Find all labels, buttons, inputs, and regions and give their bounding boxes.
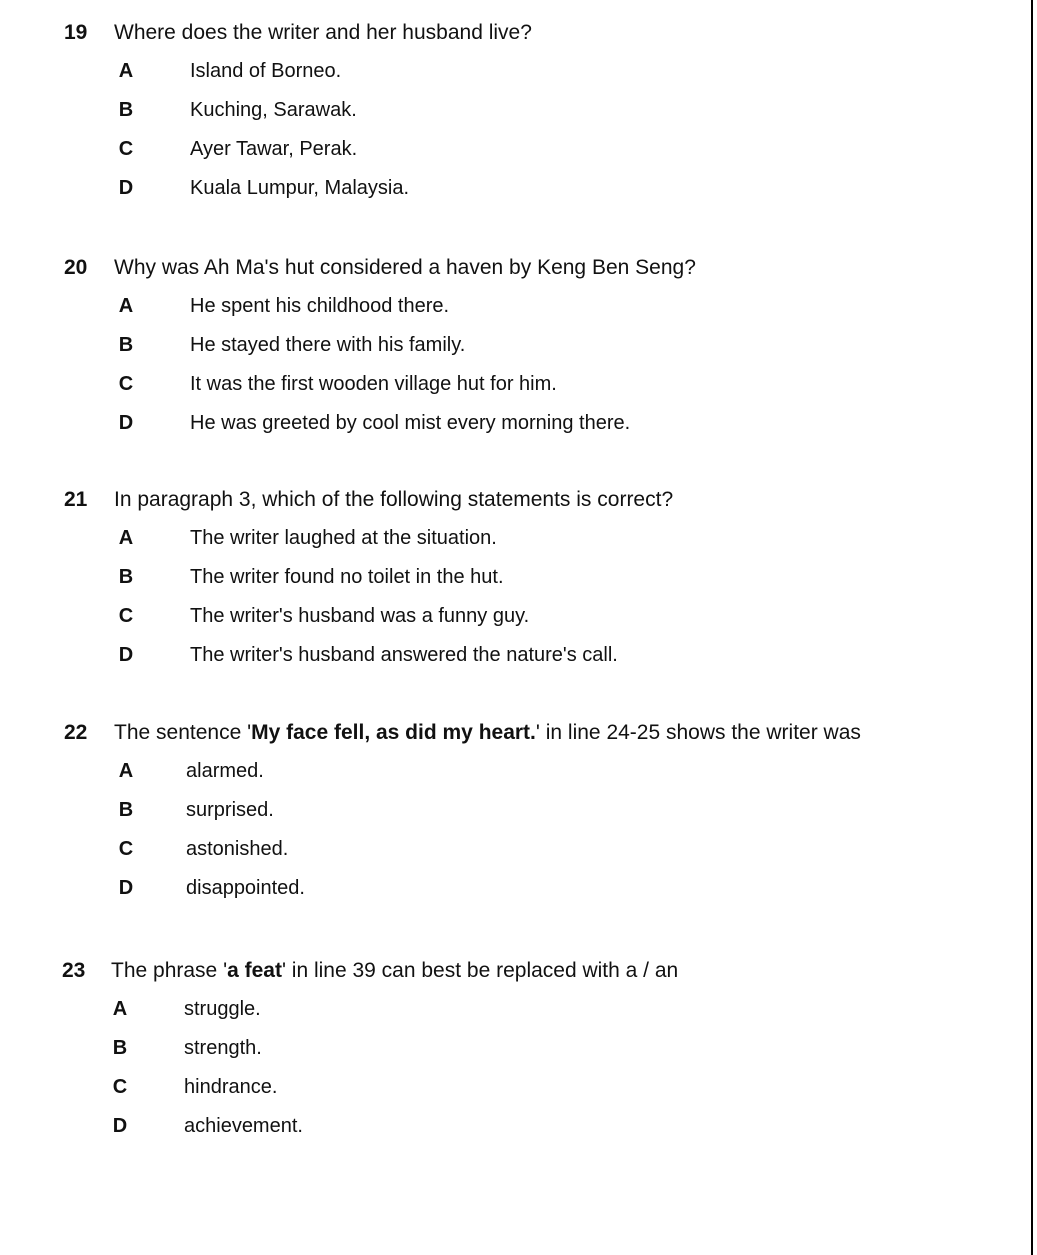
question-stem <box>0 480 1020 519</box>
option-a[interactable] <box>0 519 1020 558</box>
question-number: 19 <box>64 21 88 44</box>
option-text: disappointed. <box>186 877 305 899</box>
question-22 <box>0 713 1020 908</box>
option-letter: C <box>118 605 134 627</box>
option-text: Island of Borneo. <box>190 60 342 82</box>
option-text: Kuala Lumpur, Malaysia. <box>190 177 410 199</box>
question-number: 23 <box>62 959 86 982</box>
question-stem <box>0 951 1020 990</box>
option-text: The writer laughed at the situation. <box>190 527 497 549</box>
option-text: astonished. <box>186 838 289 860</box>
option-text: Ayer Tawar, Perak. <box>190 138 358 160</box>
option-letter: D <box>118 177 134 199</box>
option-letter: C <box>118 138 134 160</box>
option-d[interactable] <box>0 169 1020 208</box>
option-a[interactable] <box>0 287 1020 326</box>
option-letter: B <box>118 99 134 121</box>
option-c[interactable] <box>0 365 1020 404</box>
option-letter: C <box>118 373 134 395</box>
option-letter: B <box>118 334 134 356</box>
option-letter: A <box>118 527 134 549</box>
option-letter: C <box>112 1076 128 1098</box>
option-b[interactable] <box>0 1029 1020 1068</box>
question-text-end: ' in line 39 can best be replaced with a / an <box>281 959 679 982</box>
option-c[interactable] <box>0 597 1020 636</box>
question-text: In paragraph 3, which of the following statements is correct? <box>114 488 674 511</box>
option-text: achievement. <box>184 1115 303 1137</box>
option-b[interactable] <box>0 558 1020 597</box>
question-stem <box>0 713 1020 752</box>
option-letter: C <box>118 838 134 860</box>
option-a[interactable] <box>0 752 1020 791</box>
option-text: The writer's husband answered the nature's call. <box>190 644 618 666</box>
question-text-start: The phrase ' <box>111 959 228 982</box>
option-text: The writer's husband was a funny guy. <box>190 605 530 627</box>
option-text: struggle. <box>184 998 261 1020</box>
option-letter: B <box>118 799 134 821</box>
option-text: hindrance. <box>184 1076 278 1098</box>
option-letter: D <box>118 877 134 899</box>
question-number: 20 <box>64 256 88 279</box>
option-text: He stayed there with his family. <box>190 334 466 356</box>
quoted-phrase: a feat <box>227 959 282 982</box>
option-text: strength. <box>184 1037 262 1059</box>
option-d[interactable] <box>0 1107 1020 1146</box>
question-number: 22 <box>64 721 88 744</box>
option-d[interactable] <box>0 636 1020 675</box>
page-edge-line <box>1031 0 1033 1255</box>
option-text: He spent his childhood there. <box>190 295 450 317</box>
option-text: surprised. <box>186 799 274 821</box>
question-text <box>114 713 861 752</box>
option-c[interactable] <box>0 130 1020 169</box>
question-text-start: The sentence ' <box>114 721 252 744</box>
question-23 <box>0 951 1020 1146</box>
question-stem <box>0 13 1020 52</box>
question-19 <box>0 13 1020 208</box>
option-text: The writer found no toilet in the hut. <box>190 566 504 588</box>
option-text: Kuching, Sarawak. <box>190 99 357 121</box>
option-a[interactable] <box>0 52 1020 91</box>
question-text: Why was Ah Ma's hut considered a haven by Keng Ben Seng? <box>114 256 696 279</box>
question-text <box>111 951 678 990</box>
option-letter: D <box>118 412 134 434</box>
option-c[interactable] <box>0 1068 1020 1107</box>
option-text: It was the first wooden village hut for him. <box>190 373 557 395</box>
option-letter: D <box>112 1115 128 1137</box>
option-letter: B <box>112 1037 128 1059</box>
question-stem <box>0 248 1020 287</box>
option-letter: A <box>118 60 134 82</box>
option-d[interactable] <box>0 869 1020 908</box>
question-20 <box>0 248 1020 443</box>
option-letter: A <box>118 295 134 317</box>
option-text: alarmed. <box>186 760 264 782</box>
question-text: Where does the writer and her husband live? <box>114 21 532 44</box>
quoted-sentence: My face fell, as did my heart. <box>251 721 536 744</box>
option-c[interactable] <box>0 830 1020 869</box>
question-21 <box>0 480 1020 675</box>
option-text: He was greeted by cool mist every morning there. <box>190 412 631 434</box>
option-a[interactable] <box>0 990 1020 1029</box>
option-b[interactable] <box>0 326 1020 365</box>
option-b[interactable] <box>0 91 1020 130</box>
option-letter: B <box>118 566 134 588</box>
option-letter: A <box>112 998 128 1020</box>
option-b[interactable] <box>0 791 1020 830</box>
question-text-end: ' in line 24-25 shows the writer was <box>535 721 861 744</box>
option-d[interactable] <box>0 404 1020 443</box>
option-letter: A <box>118 760 134 782</box>
question-number: 21 <box>64 488 88 511</box>
option-letter: D <box>118 644 134 666</box>
